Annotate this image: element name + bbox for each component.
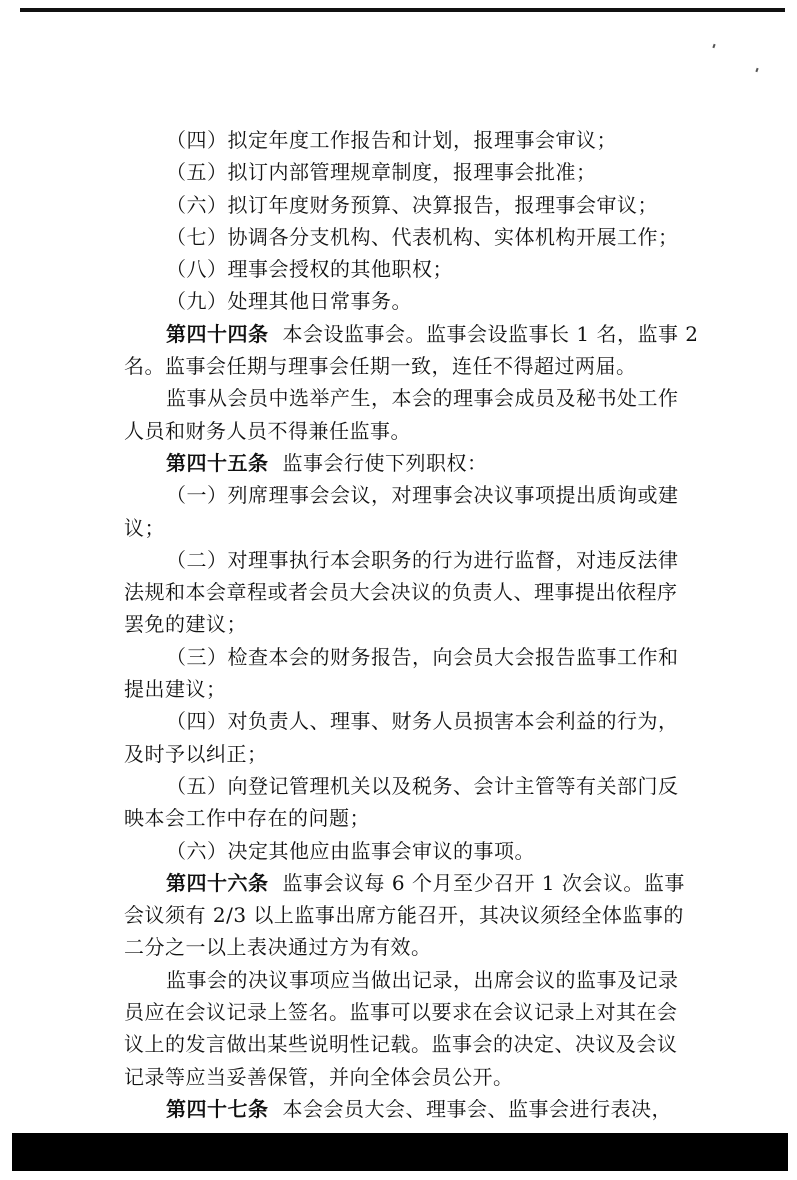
text-line bbox=[124, 382, 706, 414]
scan-speck bbox=[755, 68, 758, 72]
line-text: （一）列席理事会会议，对理事会决议事项提出质询或建 bbox=[166, 483, 679, 508]
article-line bbox=[124, 867, 706, 899]
article-heading: 第四十五条 bbox=[166, 450, 269, 475]
line-text: 法规和本会章程或者会员大会决议的负责人、理事提出依程序 bbox=[124, 580, 678, 605]
line-text: 员应在会议记录上签名。监事可以要求在会议记录上对其在会 bbox=[124, 1000, 678, 1025]
line-text: 议； bbox=[124, 515, 165, 540]
article-heading: 第四十六条 bbox=[166, 870, 269, 895]
text-line bbox=[124, 738, 706, 770]
line-text: 本会设监事会。监事会设监事长 1 名，监事 2 bbox=[282, 321, 699, 346]
text-line bbox=[124, 964, 706, 996]
line-text: （五）拟订内部管理规章制度，报理事会批准； bbox=[166, 160, 597, 185]
line-text: 会议须有 2/3 以上监事出席方能召开，其决议须经全体监事的 bbox=[124, 903, 684, 928]
line-text: （九）处理其他日常事务。 bbox=[166, 289, 412, 314]
line-text: （六）决定其他应由监事会审议的事项。 bbox=[166, 838, 535, 863]
line-text: 监事会议每 6 个月至少召开 1 次会议。监事 bbox=[282, 870, 685, 895]
text-line bbox=[124, 996, 706, 1028]
text-line bbox=[124, 673, 706, 705]
line-text: 本会会员大会、理事会、监事会进行表决， bbox=[282, 1096, 672, 1121]
line-text: 人员和财务人员不得兼任监事。 bbox=[124, 418, 411, 443]
article-heading: 第四十四条 bbox=[166, 321, 269, 346]
article-line bbox=[124, 447, 706, 479]
text-line bbox=[124, 479, 706, 511]
article-heading: 第四十七条 bbox=[166, 1096, 269, 1121]
line-text: 映本会工作中存在的问题； bbox=[124, 806, 370, 831]
text-line bbox=[124, 512, 706, 544]
scan-top-border bbox=[20, 8, 785, 12]
text-line bbox=[124, 802, 706, 834]
text-line bbox=[124, 189, 706, 221]
line-text: （三）检查本会的财务报告，向会员大会报告监事工作和 bbox=[166, 644, 679, 669]
line-text: 监事会行使下列职权： bbox=[282, 450, 488, 475]
text-line bbox=[124, 544, 706, 576]
line-text: 名。监事会任期与理事会任期一致，连任不得超过两届。 bbox=[124, 354, 637, 379]
text-line bbox=[124, 415, 706, 447]
text-line bbox=[124, 641, 706, 673]
line-text: 记录等应当妥善保管，并向全体会员公开。 bbox=[124, 1064, 514, 1089]
text-line bbox=[124, 835, 706, 867]
scan-bottom-border bbox=[12, 1133, 788, 1171]
text-line bbox=[124, 124, 706, 156]
line-text: 监事从会员中选举产生，本会的理事会成员及秘书处工作 bbox=[166, 386, 679, 411]
line-text: （二）对理事执行本会职务的行为进行监督，对违反法律 bbox=[166, 547, 679, 572]
line-text: （四）对负责人、理事、财务人员损害本会利益的行为， bbox=[166, 709, 679, 734]
line-text: 罢免的建议； bbox=[124, 612, 247, 637]
text-line bbox=[124, 899, 706, 931]
text-line bbox=[124, 253, 706, 285]
text-line bbox=[124, 931, 706, 963]
text-line bbox=[124, 285, 706, 317]
line-text: 二分之一以上表决通过方为有效。 bbox=[124, 935, 432, 960]
scan-speck bbox=[712, 44, 715, 48]
text-line bbox=[124, 1061, 706, 1093]
line-text: （六）拟订年度财务预算、决算报告，报理事会审议； bbox=[166, 192, 658, 217]
text-line bbox=[124, 576, 706, 608]
text-line bbox=[124, 350, 706, 382]
document-body bbox=[124, 124, 706, 1125]
line-text: （七）协调各分支机构、代表机构、实体机构开展工作； bbox=[166, 224, 679, 249]
line-text: 议上的发言做出某些说明性记载。监事会的决定、决议及会议 bbox=[124, 1032, 678, 1057]
line-text: （五）向登记管理机关以及税务、会计主管等有关部门反 bbox=[166, 773, 679, 798]
text-line bbox=[124, 221, 706, 253]
article-line bbox=[124, 318, 706, 350]
line-text: （八）理事会授权的其他职权； bbox=[166, 257, 453, 282]
line-text: 提出建议； bbox=[124, 677, 227, 702]
text-line bbox=[124, 770, 706, 802]
line-text: 监事会的决议事项应当做出记录，出席会议的监事及记录 bbox=[166, 967, 679, 992]
line-text: （四）拟定年度工作报告和计划，报理事会审议； bbox=[166, 128, 617, 152]
text-line bbox=[124, 156, 706, 188]
text-line bbox=[124, 1028, 706, 1060]
article-line bbox=[124, 1093, 706, 1125]
text-line bbox=[124, 608, 706, 640]
line-text: 及时予以纠正； bbox=[124, 741, 268, 766]
text-line bbox=[124, 705, 706, 737]
